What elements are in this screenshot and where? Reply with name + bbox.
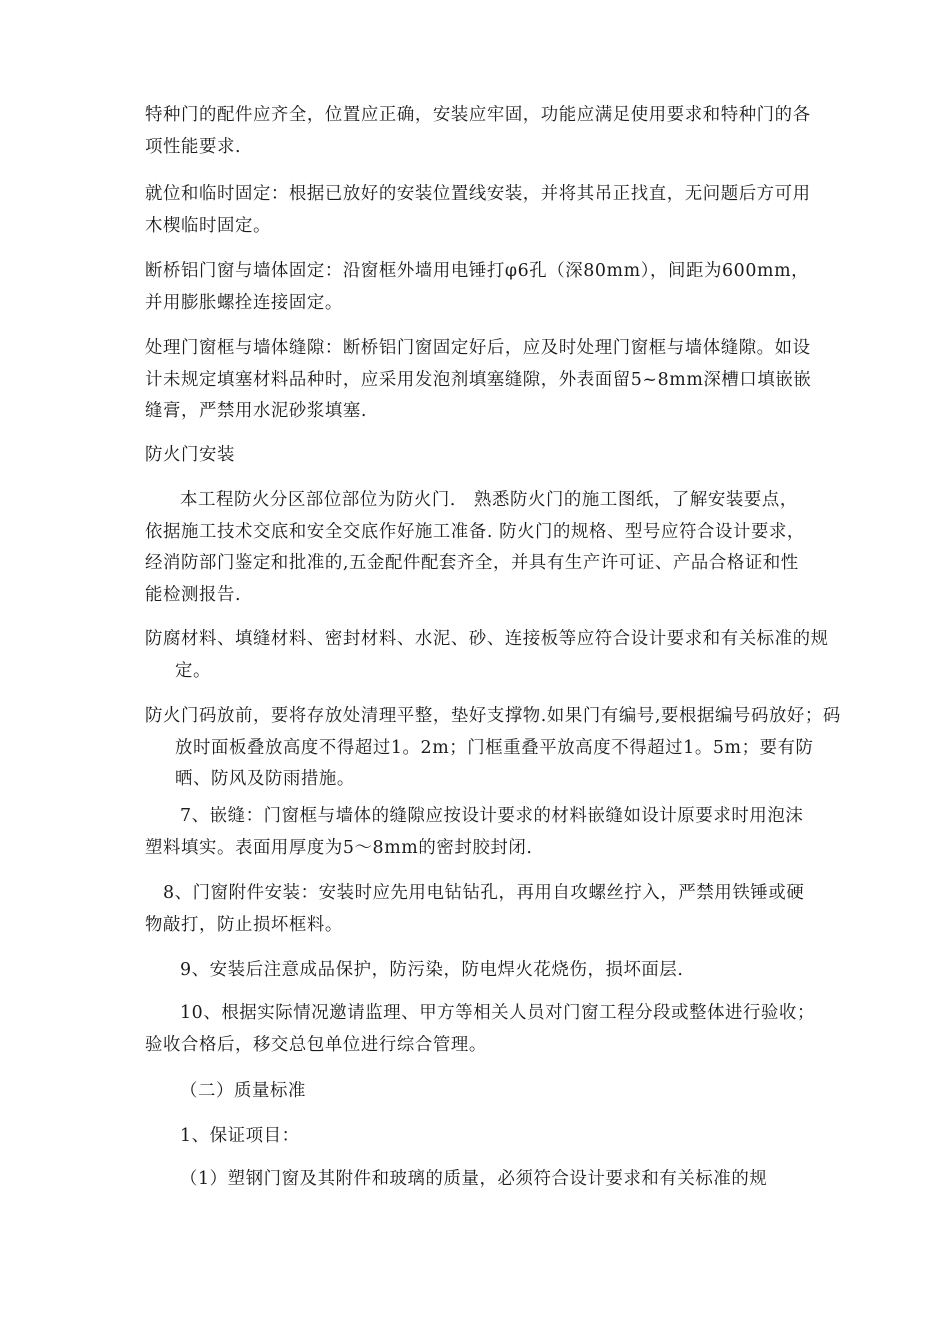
paragraph-guarantee-items: 1、保证项目： <box>180 1126 300 1146</box>
paragraph-window-wall-fixing: 断桥铝门窗与墙体固定：沿窗框外墙用电锤打φ6孔（深80mm），间距为600mm，并用膨胀螺拴连接固定。 <box>145 261 810 313</box>
paragraph-protection: 9、安装后注意成品保护，防污染，防电焊火花烧伤，损坏面层. <box>180 960 684 980</box>
paragraph-special-door-fittings: 特种门的配件应齐全，位置应正确，安装应牢固，功能应满足使用要求和特种门的各项性能要求. <box>145 105 811 157</box>
section-heading-fire-door: 防火门安装 <box>145 445 235 465</box>
paragraph-caulking: 7、嵌缝：门窗框与墙体的缝隙应按设计要求的材料嵌缝如设计原要求时用泡沫塑料填实。表面用厚度为5～8mm的密封胶封闭. <box>145 806 804 858</box>
paragraph-materials: 防腐材料、填缝材料、密封材料、水泥、砂、连接板等应符合设计要求和有关标准的规定。 <box>145 629 829 681</box>
paragraph-fire-door-storage: 防火门码放前，要将存放处清理平整，垫好支撑物.如果门有编号,要根据编号码放好；码放时面板叠放高度不得超过1。2m；门框重叠平放高度不得超过1。5m；要有防晒、防风及防雨措施。 <box>145 706 841 789</box>
paragraph-accessories: 8、门窗附件安装：安装时应先用电钻钻孔，再用自攻螺丝拧入，严禁用铁锤或硬物敲打，防止损坏框料。 <box>145 883 805 935</box>
paragraph-fire-door-intro: 本工程防火分区部位部位为防火门． 熟悉防火门的施工图纸，了解安装要点，依据施工技术交底和安全交底作好施工准备. 防火门的规格、型号应符合设计要求，经消防部门鉴定和批准的,五金配件配套齐全，并具有生产许可证、产品合格证和性能检测报告. <box>145 490 805 605</box>
paragraph-gap-treatment: 处理门窗框与墙体缝隙：断桥铝门窗固定好后，应及时处理门窗框与墙体缝隙。如设计未规定填塞材料品种时，应采用发泡剂填塞缝隙，外表面留5~8mm深槽口填嵌嵌缝膏，严禁用水泥砂浆填塞. <box>145 338 812 421</box>
paragraph-item-1: （1）塑钢门窗及其附件和玻璃的质量，必须符合设计要求和有关标准的规 <box>180 1169 768 1189</box>
paragraph-positioning-fixing: 就位和临时固定：根据已放好的安装位置线安装，并将其吊正找直，无问题后方可用木楔临时固定。 <box>145 184 811 236</box>
paragraph-acceptance: 10、根据实际情况邀请监理、甲方等相关人员对门窗工程分段或整体进行验收；验收合格后，移交总包单位进行综合管理。 <box>145 1003 816 1055</box>
section-heading-quality-standard: （二）质量标准 <box>180 1081 306 1101</box>
